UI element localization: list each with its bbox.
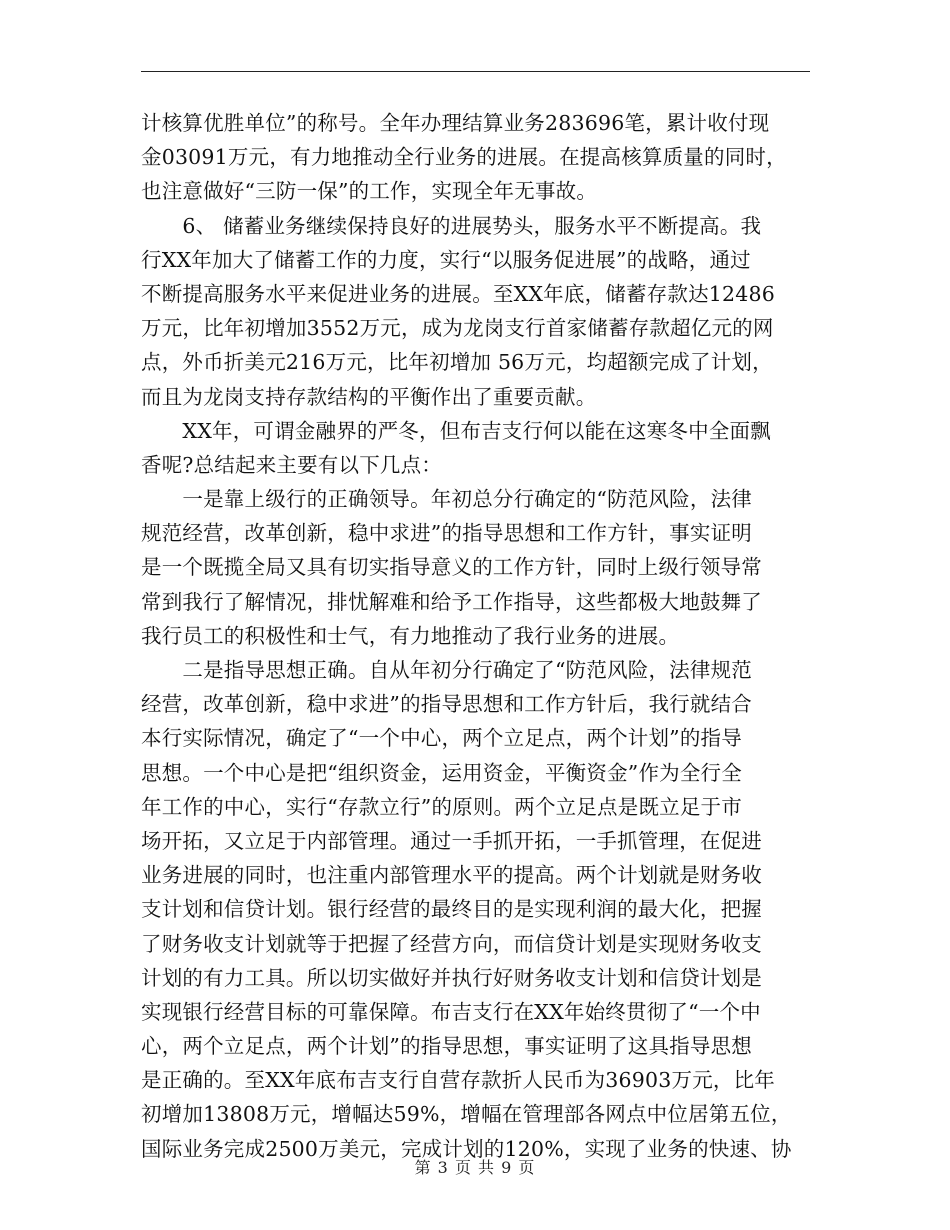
text-line: 我行员工的积极性和士气，有力地推动了我行业务的进展。 bbox=[141, 623, 680, 648]
page-number-footer: 第 3 页 共 9 页 bbox=[414, 1158, 536, 1177]
text-line: 点，外币折美元216万元，比年初增加 56万元，均超额完成了计划， bbox=[141, 350, 773, 375]
text-line: 场开拓，又立足于内部管理。通过一手抓开拓，一手抓管理，在促进 bbox=[141, 828, 762, 853]
text-line: 一是靠上级行的正确领导。年初总分行确定的“防范风险，法律 bbox=[141, 487, 752, 512]
text-line: 也注意做好“三防一保”的工作，实现全年无事故。 bbox=[141, 179, 598, 204]
text-line: 年工作的中心，实行“存款立行”的原则。两个立足点是既立足于市 bbox=[141, 794, 742, 819]
text-line: 行XX年加大了储蓄工作的力度，实行“以服务促进展”的战略，通过 bbox=[141, 247, 751, 272]
text-line: 支计划和信贷计划。银行经营的最终目的是实现利润的最大化，把握 bbox=[141, 897, 762, 922]
text-line: 6、 储蓄业务继续保持良好的进展势头，服务水平不断提高。我 bbox=[141, 213, 762, 238]
text-line: 而且为龙岗支持存款结构的平衡作出了重要贡献。 bbox=[141, 384, 597, 409]
text-line: 了财务收支计划就等于把握了经营方向，而信贷计划是实现财务收支 bbox=[141, 931, 762, 956]
text-line: 是一个既揽全局又具有切实指导意义的工作方针，同时上级行领导常 bbox=[141, 555, 762, 580]
text-line: 计核算优胜单位”的称号。全年办理结算业务283696笔，累计收付现 bbox=[141, 111, 770, 135]
text-line: 香呢?总结起来主要有以下几点： bbox=[141, 452, 442, 477]
text-line: 国际业务完成2500万美元，完成计划的120%，实现了业务的快速、协 bbox=[141, 1136, 792, 1161]
text-line: 经营，改革创新，稳中求进”的指导思想和工作方针后，我行就结合 bbox=[141, 692, 752, 717]
text-line: 思想。一个中心是把“组织资金，运用资金，平衡资金”作为全行全 bbox=[141, 760, 742, 785]
text-line: 本行实际情况，确定了“一个中心，两个立足点，两个计划”的指导 bbox=[141, 726, 742, 751]
text-line: 实现银行经营目标的可靠保障。布吉支行在XX年始终贯彻了“一个中 bbox=[141, 999, 761, 1024]
text-line: 是正确的。至XX年底布吉支行自营存款折人民币为36903万元，比年 bbox=[141, 1068, 776, 1093]
text-line: 常到我行了解情况，排忧解难和给予工作指导，这些都极大地鼓舞了 bbox=[141, 589, 762, 614]
text-line: 二是指导思想正确。自从年初分行确定了“防范风险，法律规范 bbox=[141, 658, 752, 682]
text-line: 初增加13808万元，增幅达59%，增幅在管理部各网点中位居第五位， bbox=[141, 1102, 792, 1127]
text-line: 计划的有力工具。所以切实做好并执行好财务收支计划和信贷计划是 bbox=[141, 965, 762, 990]
header-rule bbox=[141, 71, 810, 72]
text-line: 心，两个立足点，两个计划”的指导思想，事实证明了这具指导思想 bbox=[141, 1034, 752, 1059]
text-line: 不断提高服务水平来促进业务的进展。至XX年底，储蓄存款达12486 bbox=[141, 281, 776, 306]
text-line: 业务进展的同时，也注重内部管理水平的提高。两个计划就是财务收 bbox=[141, 863, 762, 888]
text-line: XX年，可谓金融界的严冬，但布吉支行何以能在这寒冬中全面飘 bbox=[141, 418, 771, 443]
text-line: 万元，比年初增加3552万元，成为龙岗支行首家储蓄存款超亿元的网 bbox=[141, 316, 774, 341]
text-line: 金03091万元，有力地推动全行业务的进展。在提高核算质量的同时， bbox=[141, 145, 787, 170]
document-body bbox=[141, 106, 810, 1166]
text-line: 规范经营，改革创新，稳中求进”的指导思想和工作方针，事实证明 bbox=[141, 521, 752, 546]
